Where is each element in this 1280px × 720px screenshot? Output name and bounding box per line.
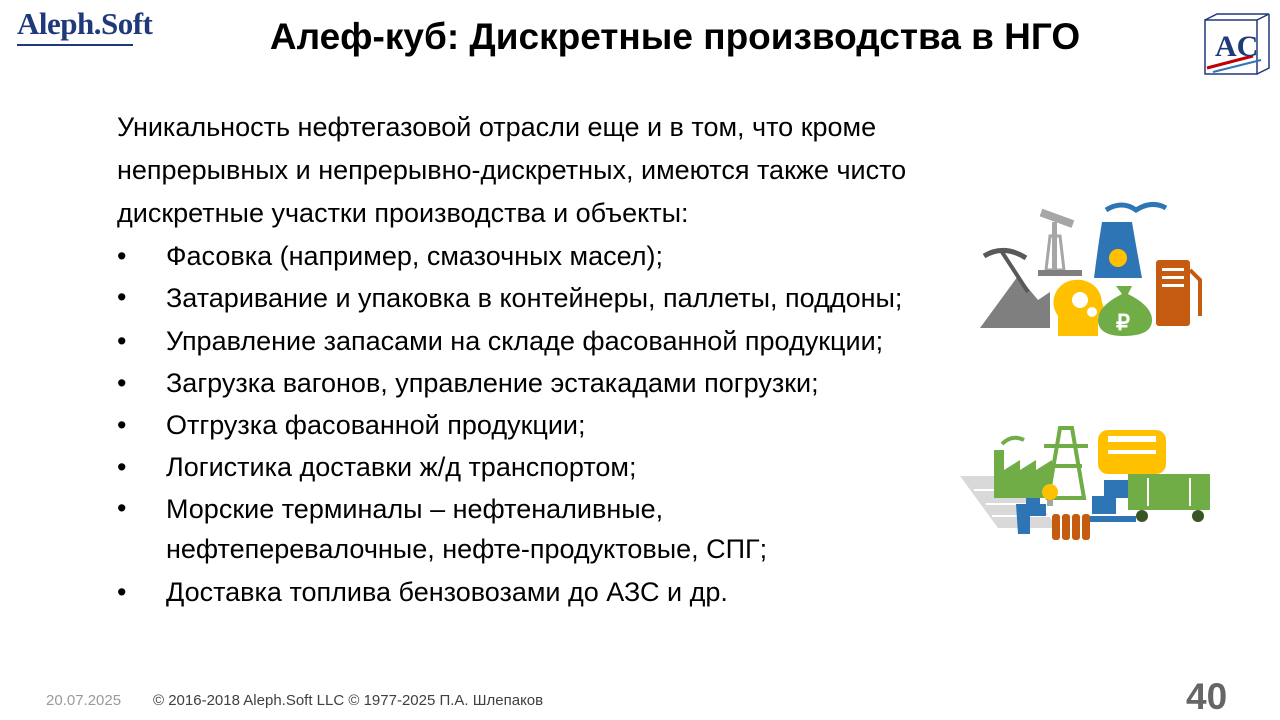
logo-letters: AC <box>1215 30 1259 63</box>
slide-title: Алеф-куб: Дискретные производства в НГО <box>269 16 1081 57</box>
bullet-dot: • <box>117 326 127 356</box>
list-item: • Отгрузка фасованной продукции; <box>117 404 1017 446</box>
pickaxe-icon <box>980 250 1050 328</box>
bullet-dot: • <box>117 282 127 312</box>
intro-paragraph: Уникальность нефтегазовой отрасли еще и в том, что кроме непрерывных и непрерывно-дискретных, имеются также чисто дискретные участки производства и объекты: <box>117 112 907 228</box>
list-item: • Логистика доставки ж/д транспортом; <box>117 446 1017 488</box>
nuclear-plant-icon <box>1094 204 1166 278</box>
list-item: • Морские терминалы – нефтеналивные, нефтеперевалочные, нефте-продуктовые, СПГ; <box>117 488 866 571</box>
money-bag-icon <box>1098 286 1152 336</box>
bullet-dot: • <box>117 368 127 398</box>
ruble-sign: ₽ <box>1116 310 1130 335</box>
list-item: • Затаривание и упаковка в контейнеры, паллеты, поддоны; <box>117 277 926 320</box>
radiator-icon <box>1052 514 1090 540</box>
bullet-dot: • <box>117 452 127 482</box>
lightbulb-icon <box>1042 484 1058 506</box>
footer-date: 20.07.2025 <box>46 692 122 709</box>
railcar-icon <box>1128 474 1210 522</box>
tank-icon <box>1098 430 1166 474</box>
fuel-pump-icon <box>1156 260 1200 326</box>
head-gears-icon <box>1053 280 1106 336</box>
slide-body <box>117 106 1017 613</box>
bullet-list <box>117 235 1017 613</box>
bullet-dot: • <box>117 493 127 523</box>
industry-icons-top <box>976 196 1206 346</box>
bullet-dot: • <box>117 241 127 271</box>
list-item: • Загрузка вагонов, управление эстакадами погрузки; <box>117 362 1017 404</box>
oil-pump-icon <box>1038 209 1082 276</box>
list-item: • Управление запасами на складе фасованной продукции; <box>117 320 1017 362</box>
aleph-cube-logo <box>1203 12 1271 76</box>
bullet-dot: • <box>117 410 127 440</box>
list-item: • Фасовка (например, смазочных масел); <box>117 235 1017 277</box>
alephsoft-logo: Aleph.Soft <box>17 6 153 41</box>
list-item: • Доставка топлива бензовозами до АЗС и др. <box>117 571 1017 613</box>
industry-icons-bottom <box>958 424 1214 544</box>
page-number: 40 <box>1186 676 1228 717</box>
footer-copyright: © 2016-2018 Aleph.Soft LLC © 1977-2025 П.А. Шлепаков <box>153 692 544 709</box>
bullet-dot: • <box>117 577 127 607</box>
